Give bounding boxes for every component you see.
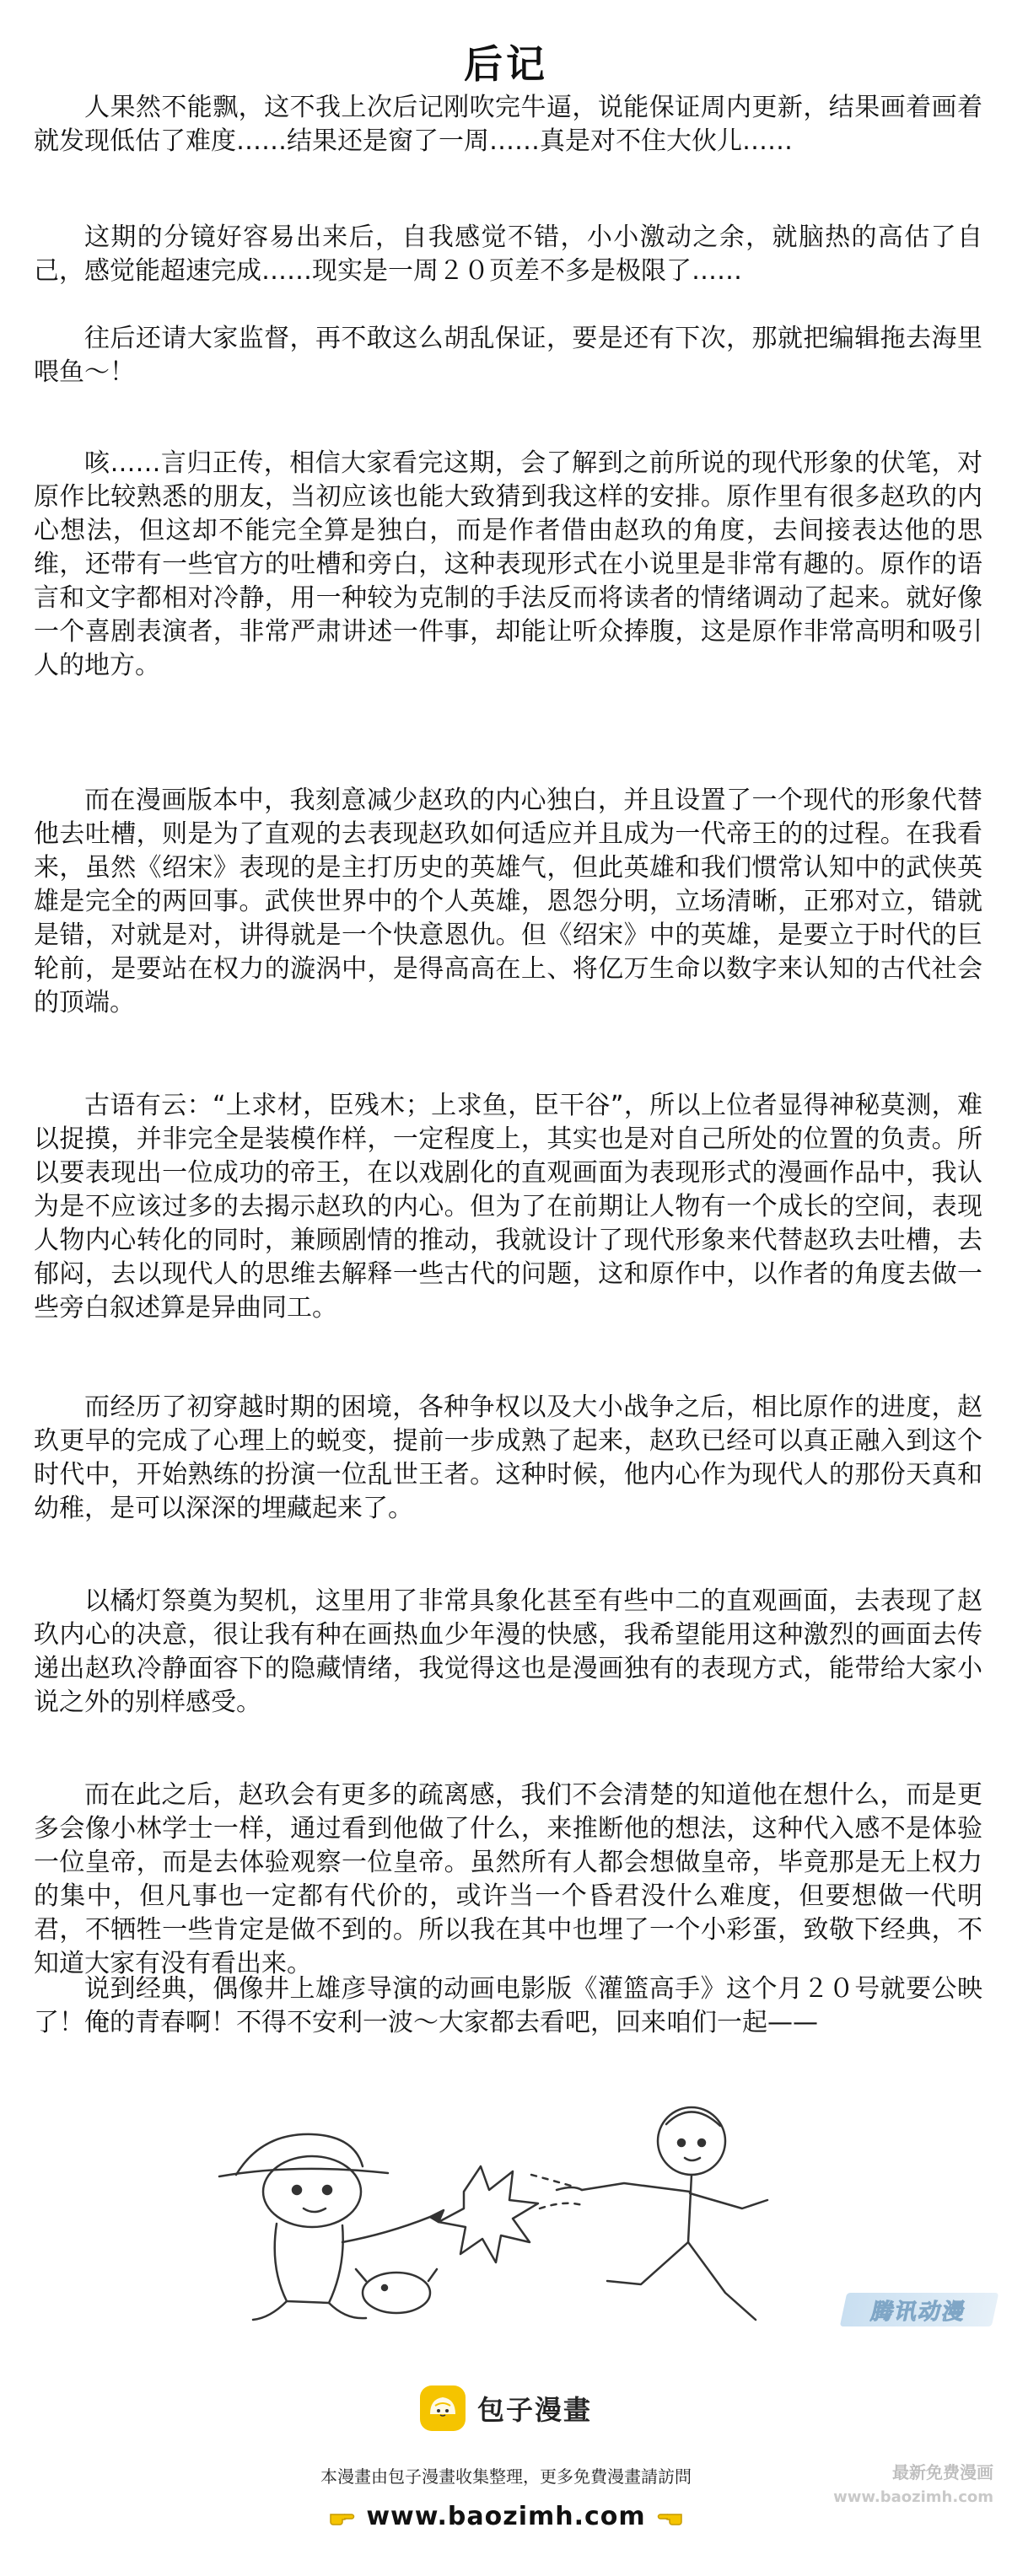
brand-name: 包子漫畫	[476, 2394, 592, 2426]
promo-line-1: 最新免费漫画	[892, 2462, 993, 2482]
promo-line-2: www.baozimh.com	[833, 2488, 993, 2506]
paragraph-7: 而经历了初穿越时期的困境，各种争权以及大小战争之后，相比原作的进度，赵玖更早的完成了心理上的蜕变，提前一步成熟了起来，赵玖已经可以真正融入到这个时代中，开始熟练的扮演一位乱世王者。这种时候，他内心作为现代人的那份天真和幼稚，是可以深深的埋藏起来了。	[34, 1393, 982, 1523]
brand-tagline: 本漫畫由包子漫畫收集整理，更多免費漫畫請訪問	[320, 2466, 692, 2487]
paragraph-2: 这期的分镜好容易出来后，自我感觉不错，小小激动之余，就脑热的高估了自己，感觉能超速完成……现实是一周２０页差不多是极限了……	[34, 223, 982, 286]
paragraph-1: 人果然不能飘，这不我上次后记刚吹完牛逼，说能保证周内更新，结果画着画着就发现低估了难度……结果还是窗了一周……真是对不住大伙儿……	[34, 93, 982, 156]
paragraph-5: 而在漫画版本中，我刻意减少赵玖的内心独白，并且设置了一个现代的形象代替他去吐槽，则是为了直观的去表现赵玖如何适应并且成为一代帝王的的过程。在我看来，虽然《绍宋》表现的是主打历史的英雄气，但此英雄和我们惯常认知中的武侠英雄是完全的两回事。武侠世界中的个人英雄，恩怨分明，立场清晰，正邪对立，错就是错，对就是对，讲得就是一个快意恩仇。但《绍宋》中的英雄，是要立于时代的巨轮前，是要站在权力的漩涡中，是得高高在上、将亿万生命以数字来认知的古代社会的顶端。	[34, 786, 982, 1017]
paragraph-3: 往后还请大家监督，再不敢这么胡乱保证，要是还有下次，那就把编辑拖去海里喂鱼～！	[34, 324, 982, 387]
promo-watermark	[749, 2460, 993, 2510]
sketch-illustration	[186, 2082, 826, 2335]
paragraph-9: 而在此之后，赵玖会有更多的疏离感，我们不会清楚的知道他在想什么，而是更多会像小林学士一样，通过看到他做了什么，来推断他的想法，这种代入感不是体验一位皇帝，而是去体验观察一位皇帝。虽然所有人都会想做皇帝，毕竟那是无上权力的集中，但凡事也一定都有代价的，或许当一个昏君没什么难度，但要想做一代明君，不牺牲一些肯定是做不到的。所以我在其中也埋了一个小彩蛋，致敬下经典，不知道大家有没有看出来。	[34, 1780, 982, 1978]
baozi-logo-icon	[420, 2385, 466, 2431]
brand-block[interactable]	[0, 2385, 1012, 2431]
paragraph-6: 古语有云：“上求材，臣残木；上求鱼，臣干谷”，所以上位者显得神秘莫测，难以捉摸，并非完全是装模作样，一定程度上，其实也是对自己所处的位置的负责。所以要表现出一位成功的帝王，在以戏剧化的直观画面为表现形式的漫画作品中，我认为是不应该过多的去揭示赵玖的内心。但为了在前期让人物有一个成长的空间，表现人物内心转化的同时，兼顾剧情的推动，我就设计了现代形象来代替赵玖去吐槽，去郁闷，去以现代人的思维去解释一些古代的问题，这和原作中，以作者的角度去做一些旁白叙述算是异曲同工。	[34, 1091, 982, 1323]
paragraph-4: 咳……言归正传，相信大家看完这期，会了解到之前所说的现代形象的伏笔，对原作比较熟悉的朋友，当初应该也能大致猜到我这样的安排。原作里有很多赵玖的内心想法，但这却不能完全算是独白，而是作者借由赵玖的角度，去间接表达他的思维，还带有一些官方的吐槽和旁白，这种表现形式在小说里是非常有趣的。原作的语言和文字都相对冷静，用一种较为克制的手法反而将读者的情绪调动了起来。就好像一个喜剧表演者，非常严肃讲述一件事，却能让听众捧腹，这是原作非常高明和吸引人的地方。	[34, 448, 982, 680]
page-title: 后记	[464, 41, 548, 87]
pointing-hand-left-icon	[656, 2503, 685, 2531]
paragraph-10: 说到经典，偶像井上雄彦导演的动画电影版《灌篮高手》这个月２０号就要公映了！俺的青春啊！不得不安利一波～大家都去看吧，回来咱们一起——	[34, 1974, 982, 2037]
pointing-hand-right-icon	[327, 2503, 356, 2531]
paragraph-8: 以橘灯祭奠为契机，这里用了非常具象化甚至有些中二的直观画面，去表现了赵玖内心的决意，很让我有种在画热血少年漫的快感，我希望能用这种激烈的画面去传递出赵玖冷静面容下的隐藏情绪，我觉得这也是漫画独有的表现方式，能带给大家小说之外的别样感受。	[34, 1586, 982, 1717]
tencent-comic-watermark: 腾讯动漫	[840, 2293, 999, 2326]
site-url-link[interactable]: www.baozimh.com	[366, 2502, 646, 2531]
